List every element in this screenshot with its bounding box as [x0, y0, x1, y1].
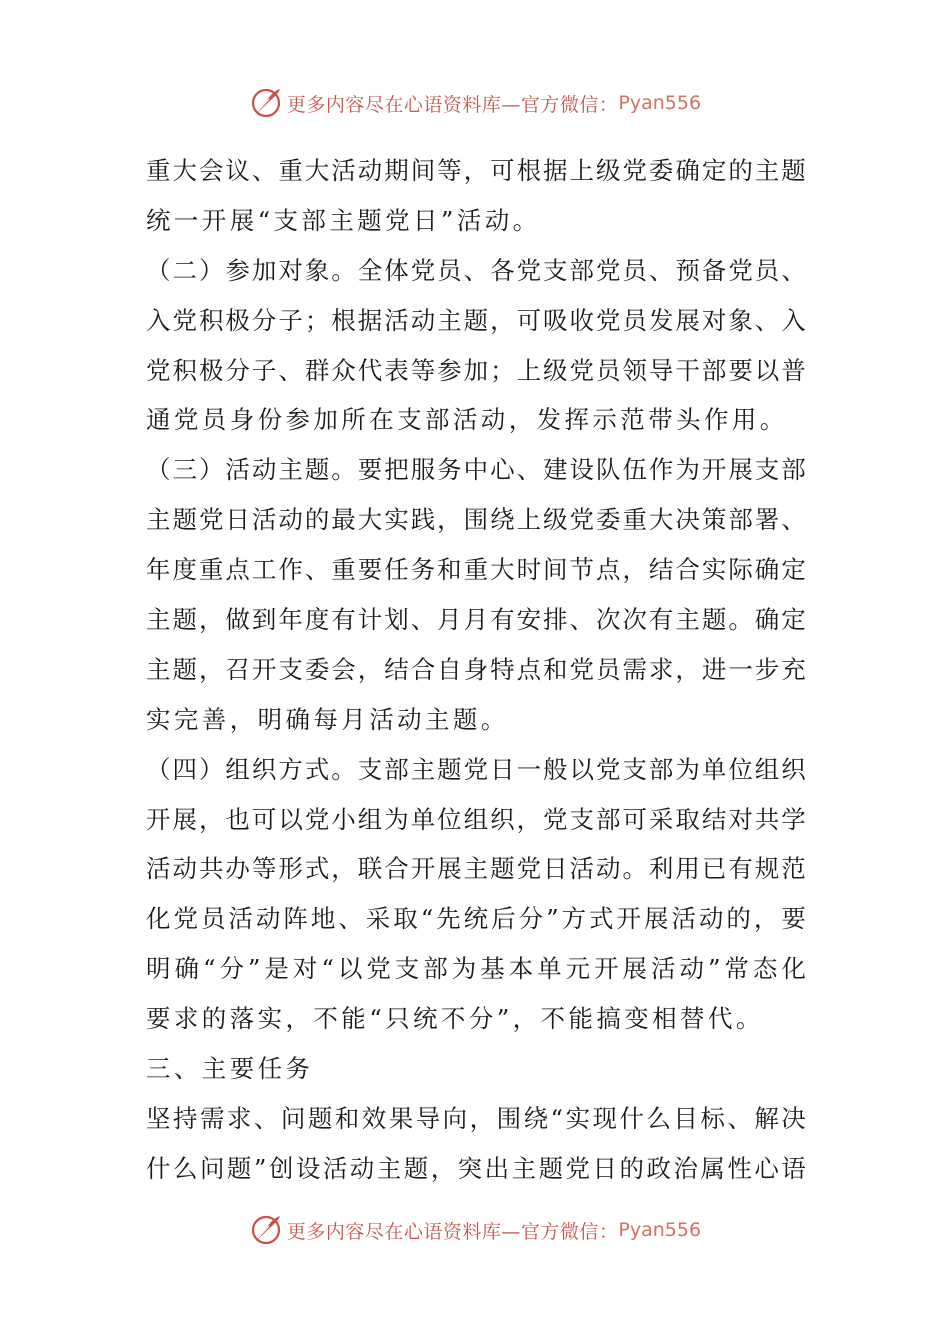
body-text-line: 主 题 党 日 活 动 的 最 大 实 践 ， 围 绕 上 级 党 委 重 大 决 策 部 署 、 — [146, 505, 806, 535]
body-text-line: 入 党 积 极 分 子 ； 根 据 活 动 主 题 ， 可 吸 收 党 员 发 展 对 象 、 入 — [146, 305, 806, 335]
quill-pen-logo-icon — [249, 1213, 283, 1247]
body-text-line: 要求的落实，不能“只统不分”，不能搞变相替代。 — [146, 1004, 764, 1034]
body-text-line: 活 动 共 办 等 形 式 ， 联 合 开 展 主 题 党 日 活 动 。 利 用 已 有 规 范 — [146, 854, 806, 884]
footer-banner — [0, 1210, 950, 1250]
footer-banner-wechat-id: Pyan556 — [618, 1219, 702, 1241]
header-banner-text: 更多内容尽在心语资料库—官方微信： — [286, 93, 619, 116]
body-text-line: 明 确 “ 分 ” 是 对 “ 以 党 支 部 为 基 本 单 元 开 展 活 动 ” 常 态 化 — [146, 954, 806, 984]
quill-pen-logo-icon — [249, 86, 283, 120]
body-text-line: 什 么 问 题 ” 创 设 活 动 主 题 ， 突 出 主 题 党 日 的 政 治 属 性 心 语 — [146, 1153, 806, 1183]
body-text-line: （ 四 ） 组 织 方 式 。 支 部 主 题 党 日 一 般 以 党 支 部 为 单 位 组 织 — [146, 754, 806, 784]
body-text-line: （ 三 ） 活 动 主 题 。 要 把 服 务 中 心 、 建 设 队 伍 作 为 开 展 支 部 — [146, 455, 806, 485]
body-text-line: 年 度 重 点 工 作 、 重 要 任 务 和 重 大 时 间 节 点 ， 结 合 实 际 确 定 — [146, 555, 806, 585]
footer-banner-text: 更多内容尽在心语资料库—官方微信： — [286, 1220, 619, 1243]
document-body — [146, 146, 806, 1194]
header-banner-wechat-id: Pyan556 — [618, 92, 702, 114]
body-text-line: 统一开展“支部主题党日”活动。 — [146, 205, 541, 235]
body-text-line: 化 党 员 活 动 阵 地 、 采 取 “ 先 统 后 分 ” 方 式 开 展 活 动 的 ， 要 — [146, 904, 806, 934]
body-text-line: 坚 持 需 求 、 问 题 和 效 果 导 向 ， 围 绕 “ 实 现 什 么 目 标 、 解 决 — [146, 1103, 806, 1133]
body-text-line: 实完善，明确每月活动主题。 — [146, 704, 509, 734]
body-text-line: 三、主要任务 — [146, 1054, 314, 1084]
body-text-line: 开 展 ， 也 可 以 党 小 组 为 单 位 组 织 ， 党 支 部 可 采 取 结 对 共 学 — [146, 804, 806, 834]
body-text-line: 重 大 会 议 、 重 大 活 动 期 间 等 ， 可 根 据 上 级 党 委 确 定 的 主 题 — [146, 156, 806, 185]
body-text-line: 党 积 极 分 子 、 群 众 代 表 等 参 加 ； 上 级 党 员 领 导 干 部 要 以 普 — [146, 355, 806, 385]
body-text-line: 通党员身份参加所在支部活动，发挥示范带头作用。 — [146, 405, 788, 435]
body-text-line: （ 二 ） 参 加 对 象 。 全 体 党 员 、 各 党 支 部 党 员 、 预 备 党 员 、 — [146, 255, 806, 285]
body-text-line: 主 题 ， 做 到 年 度 有 计 划 、 月 月 有 安 排 、 次 次 有 主 题 。 确 定 — [146, 605, 806, 635]
body-text-line: 主 题 ， 召 开 支 委 会 ， 结 合 自 身 特 点 和 党 员 需 求 ， 进 一 步 充 — [146, 654, 806, 684]
header-banner — [0, 83, 950, 123]
